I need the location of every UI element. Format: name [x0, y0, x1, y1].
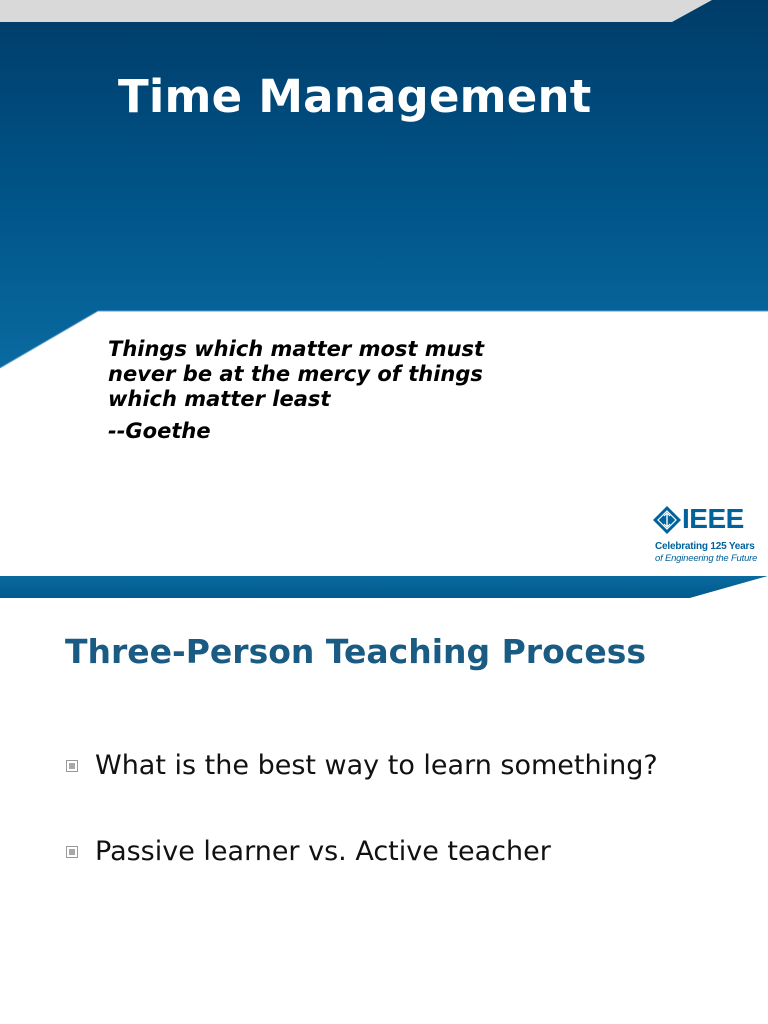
ieee-diamond-icon [652, 505, 682, 535]
square-bullet-icon [66, 760, 78, 772]
square-bullet-icon [66, 846, 78, 858]
ieee-wordmark: IEEE [682, 503, 744, 534]
slide-title: Time Management [118, 70, 592, 123]
quote-line: never be at the mercy of things [108, 362, 483, 386]
quote-line: Things which matter most must [108, 337, 485, 361]
header-blue-band [0, 0, 768, 368]
bullet-text: What is the best way to learn something? [95, 750, 658, 781]
quote-author: --Goethe [108, 419, 211, 443]
ieee-tagline-line1: Celebrating 125 Years [655, 541, 755, 552]
bullet-item [66, 748, 726, 784]
bottom-blue-band [0, 576, 768, 598]
bullet-text: Passive learner vs. Active teacher [95, 836, 551, 867]
ieee-tagline-line2: of Engineering the Future [655, 553, 758, 564]
top-gray-strip [0, 0, 768, 22]
quote-line: which matter least [108, 387, 331, 411]
goethe-quote [108, 337, 568, 444]
ieee-logo [652, 505, 756, 565]
slide-three-person-teaching [0, 598, 768, 1024]
bullet-list [66, 748, 726, 870]
bullet-item [66, 834, 726, 870]
slide-title: Three-Person Teaching Process [65, 632, 646, 671]
